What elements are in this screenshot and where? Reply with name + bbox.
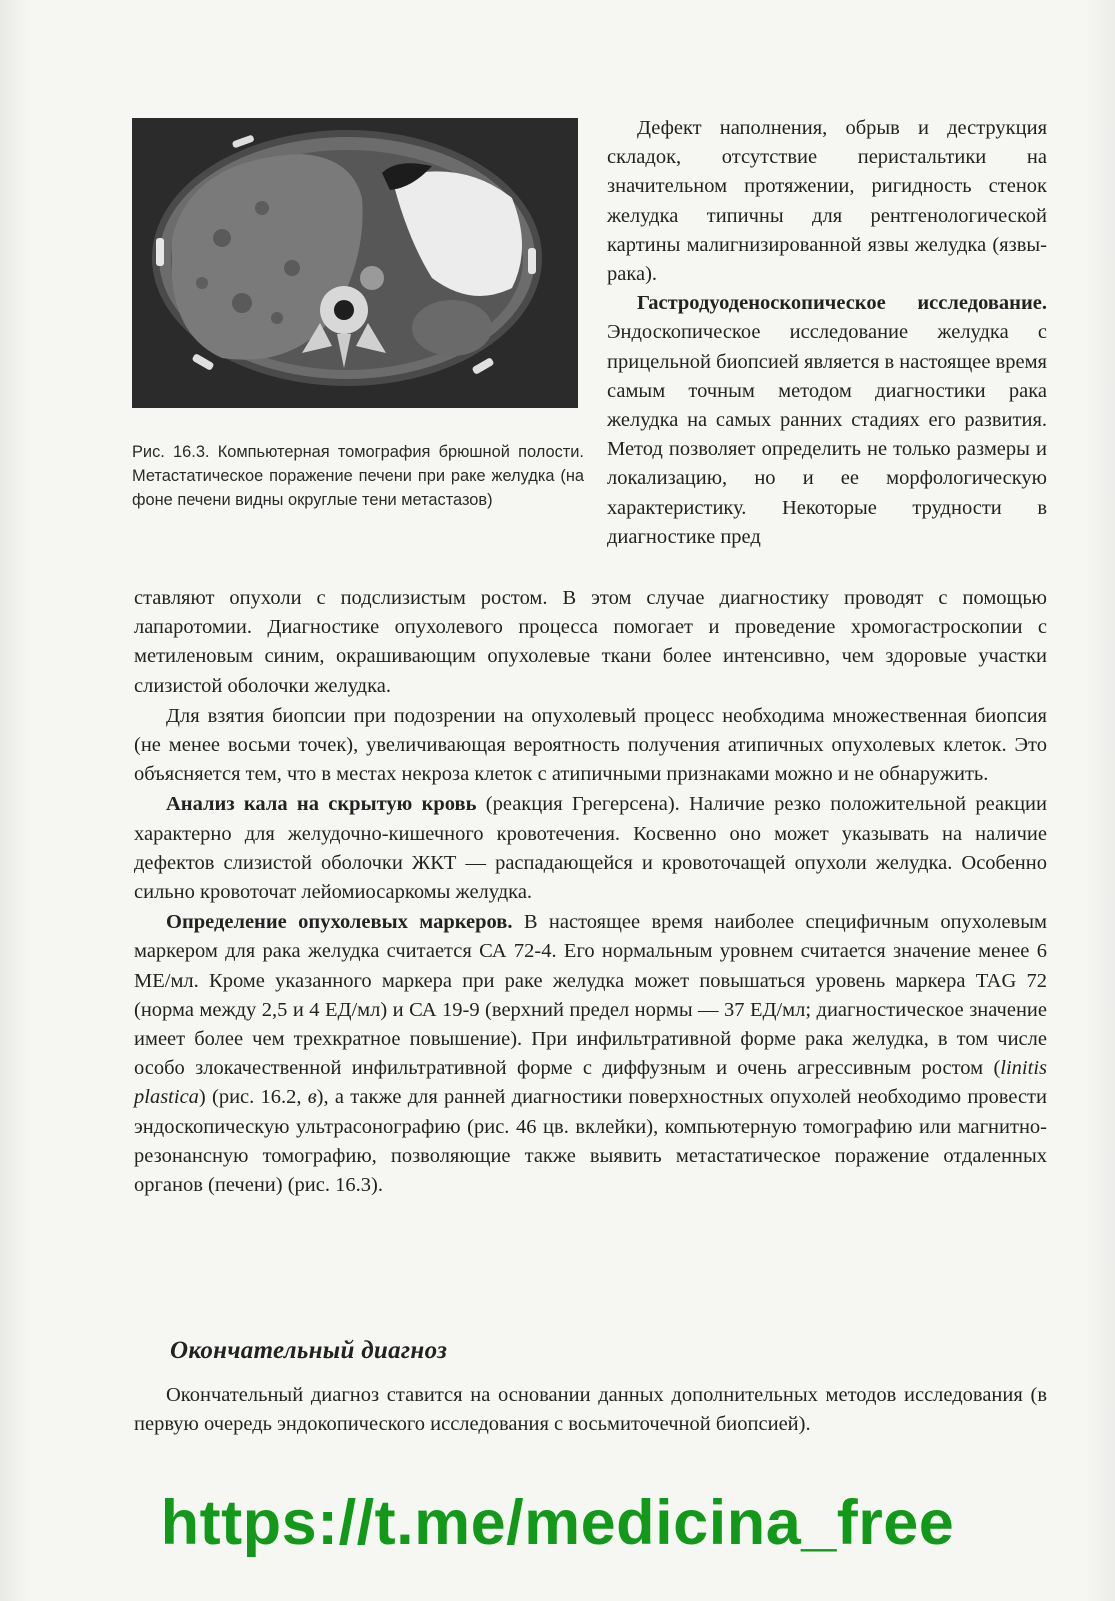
paragraph-gastroscopy <box>607 289 1047 552</box>
section-title-final-diagnosis: Окончательный диагноз <box>170 1337 448 1364</box>
markers-text-b: ) (рис. 16.2, <box>198 1086 308 1109</box>
final-diagnosis-text <box>134 1381 1047 1439</box>
paragraph-markers <box>134 908 1047 1200</box>
paragraph-final-diagnosis: Окончательный диагноз ставится на основании данных дополнительных методов исследования (в первую очередь эндокопического исследования с восьмиточечной биопсией). <box>134 1384 1047 1436</box>
paragraph-biopsy: Для взятия биопсии при подозрении на опухолевый процесс необходима множественная биопсия (не менее восьми точек), увеличивающая вероятность получения атипичных опухолевых клеток. Это объясняется тем, что в местах некроза клеток с атипичными признаками можно и не обнаружить. <box>134 704 1047 786</box>
markers-text-c: ), а также для ранней диагностики поверхностных опухолей необходимо провести эндоскопическую ультрасонографию (рис. 46 цв. вклейки), компьютерную томографию или магнитно-резонансную томографию, позволяющие также выявить метастатическое поражение отдаленных органов (печени) (рис. 16.3). <box>134 1086 1047 1197</box>
paragraph-gastroscopy-continued: ставляют опухоли с подслизистым ростом. В этом случае диагностику проводят с помощью лапаротомии. Диагностике опухолевого процесса помогает и проведение хромогастроскопии с метиленовым синим, окрашивающим опухолевые ткани более интенсивно, чем здоровые участки слизистой оболочки желудка. <box>134 587 1047 697</box>
right-column-text <box>607 114 1047 552</box>
paragraph-stool-test <box>134 790 1047 907</box>
heading-gastroscopy: Гастродуоденоскопическое исследование. <box>637 292 1047 315</box>
figure-caption: Рис. 16.3. Компьютерная томография брюшной полости. Метастатическое поражение печени при раке желудка (на фоне печени видны округлые тени метастазов) <box>132 443 584 509</box>
linitis-plastica-term: linitis plastica <box>134 1057 1047 1109</box>
telegram-watermark-link[interactable]: https://t.me/medicina_free <box>160 1488 955 1558</box>
markers-text-a: В настоящее время наиболее специфичным опухолевым маркером для рака желудка считается СА 72-4. Его нормальным уровнем считается значение менее 6 МЕ/мл. Кроме указанного маркера при раке желудка может повышаться уровень маркера TAG 72 (норма между 2,5 и 4 ЕД/мл) и СА 19-9 (верхний предел нормы — 37 ЕД/мл; диагностическое значение имеет более чем трехкратное повышение). При инфильтративной форме рака желудка, в том числе особо злокачественной инфильтративной форме с диффузным и очень агрессивным ростом ( <box>134 911 1047 1080</box>
figure-ref-letter: в <box>307 1086 317 1109</box>
stool-test-text: (реакция Грегерсена). Наличие резко положительной реакции характерно для желудочно-кишечного кровотечения. Косвенно оно может указывать на наличие дефектов слизистой оболочки ЖКТ — распадающейся и кровоточащей опухоли желудка. Особенно сильно кровоточат лейомиосаркомы желудка. <box>134 793 1047 904</box>
heading-stool-test: Анализ кала на скрытую кровь <box>166 793 477 816</box>
heading-markers: Определение опухолевых маркеров. <box>166 911 513 934</box>
main-text <box>134 584 1047 1200</box>
ct-scan-image <box>132 118 578 408</box>
gastroscopy-text: Эндоскопическое исследование желудка с прицельной биопсией является в настоящее время самым точным методом диагностики рака желудка на самых ранних стадиях его развития. Метод позволяет определить не только размеры и локализацию, но и ее морфологическую характеристику. Некоторые трудности в диагностике пред <box>607 321 1047 548</box>
paragraph-defect: Дефект наполнения, обрыв и деструкция складок, отсутствие перистальтики на значительном протяжении, ригидность стенок желудка типичны для рентгенологической картины малигнизированной язвы желудка (язвы-рака). <box>607 117 1047 286</box>
